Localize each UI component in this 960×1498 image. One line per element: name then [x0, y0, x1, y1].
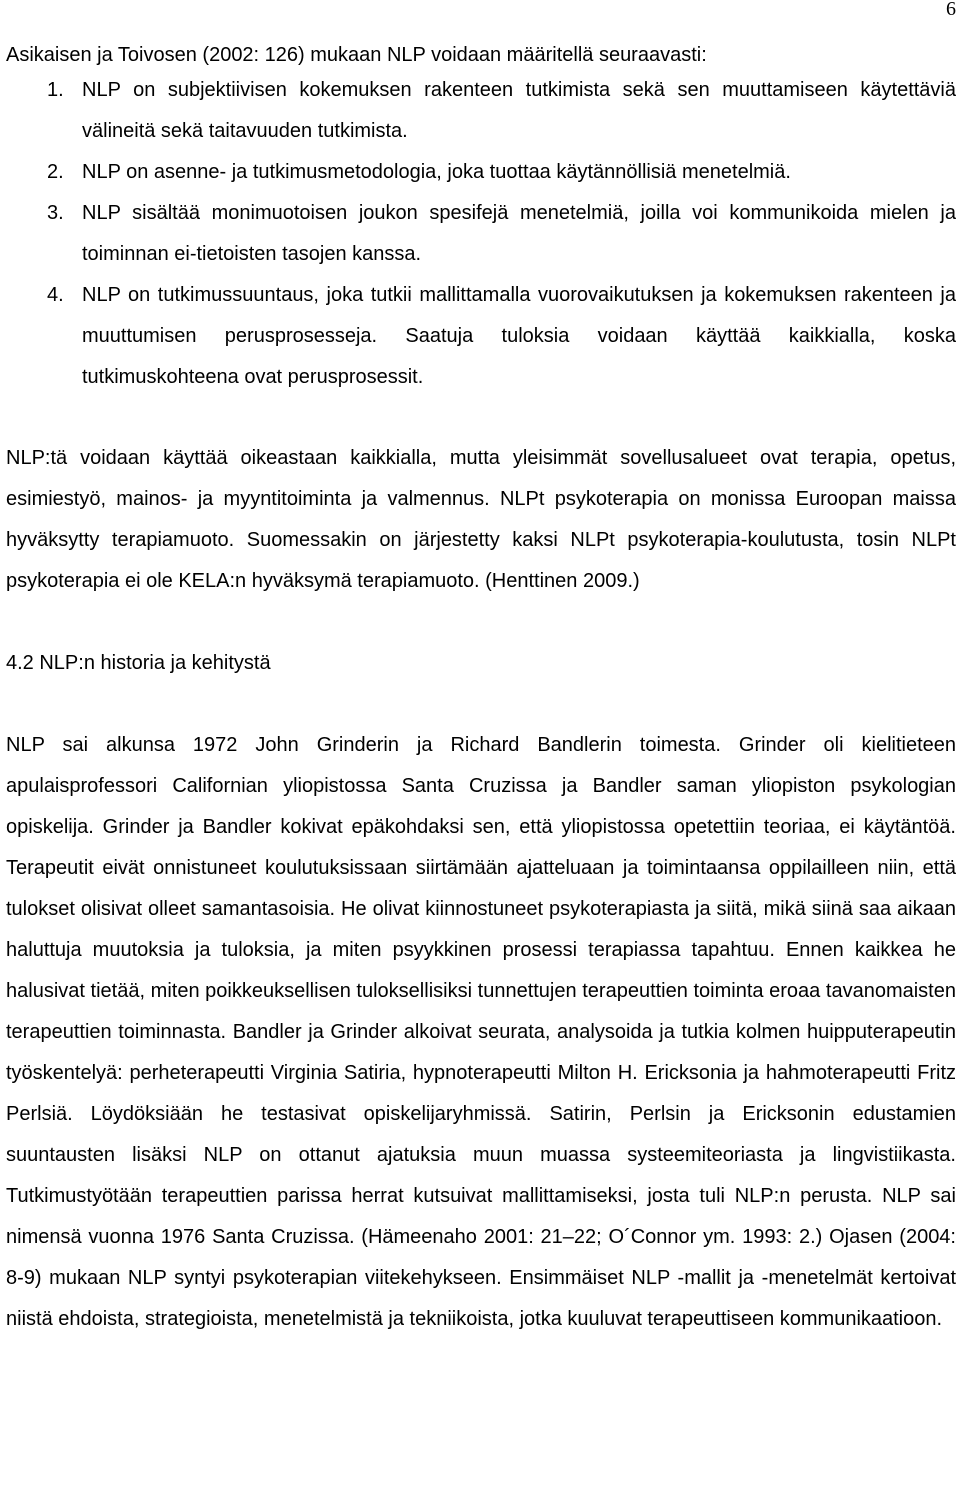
list-item: [47, 152, 956, 193]
document-body: [6, 40, 956, 1340]
list-item: [47, 70, 956, 152]
history-paragraph: NLP sai alkunsa 1972 John Grinderin ja Richard Bandlerin toimesta. Grinder oli kielitieteen apulaisprofessori Californian yliopistossa Santa Cruzissa ja Bandler saman yliopiston psykologian opiskelija. Grinder ja Bandler kokivat epäkohdaksi sen, että yliopistossa opetettiin teoriaa, ei käytäntöä. Terapeutit eivät onnistuneet koulutuksissaan siirtämään ajatteluaan ja toimintaansa oppilailleen niin, että tulokset olisivat olleet samantasoisia. He olivat kiinnostuneet psykoterapiasta ja siitä, mikä siinä saa aikaan haluttuja muutoksia ja tuloksia, ja miten psyykkinen prosessi terapiassa tapahtuu. Ennen kaikkea he halusivat tietää, miten poikkeuksellisen tuloksellisiksi tunnettujen terapeuttien toiminta eroaa tavanomaisten terapeuttien toiminnasta. Bandler ja Grinder alkoivat seurata, analysoida ja tutkia kolmen huipputerapeutin työskentelyä: perheterapeutti Virginia Satiria, hypnoterapeutti Milton H. Ericksonia ja hahmoterapeutti Fritz Perlsiä. Löydöksiään he testasivat opiskelijaryhmissä. Satirin, Perlsin ja Ericksonin edustamien suuntausten lisäksi NLP on ottanut ajatuksia muun muassa systeemiteoriasta ja lingvistiikasta. Tutkimustyötään terapeuttien parissa herrat kutsuivat mallittamiseksi, josta tuli NLP:n perusta. NLP sai nimensä vuonna 1976 Santa Cruzissa. (Hämeenaho 2001: 21–22; O´Connor ym. 1993: 2.) Ojasen (2004: 8-9) mukaan NLP syntyi psykoterapian viitekehykseen. Ensimmäiset NLP -mallit ja -menetelmät kertoivat niistä ehdoista, strategioista, menetelmistä ja tekniikoista, jotka kuuluvat terapeuttiseen kommunikaatioon.: [6, 734, 956, 1330]
list-item-text: NLP on subjektiivisen kokemuksen rakenteen tutkimista sekä sen muuttamiseen käytettäviä välineitä sekä taitavuuden tutkimista.: [82, 79, 956, 142]
list-item: [47, 193, 956, 275]
page-number: 6: [946, 0, 956, 20]
list-item-text: NLP on tutkimussuuntaus, joka tutkii mallittamalla vuorovaikutuksen ja kokemuksen rakenteen ja muuttumisen perusprosesseja. Saatuja tuloksia voidaan käyttää kaikkialla, koska tutkimuskohteena ovat perusprosessit.: [82, 284, 956, 388]
list-item-number: 1.: [47, 79, 64, 101]
section-heading: 4.2 NLP:n historia ja kehitystä: [6, 652, 271, 674]
list-item-number: 4.: [47, 284, 64, 306]
list-item: [47, 275, 956, 398]
list-item-number: 3.: [47, 202, 64, 224]
list-item-text: NLP sisältää monimuotoisen joukon spesifejä menetelmiä, joilla voi kommunikoida mielen ja toiminnan ei-tietoisten tasojen kanssa.: [82, 202, 956, 265]
list-item-text: NLP on asenne- ja tutkimusmetodologia, joka tuottaa käytännöllisiä menetelmiä.: [82, 161, 791, 183]
usage-paragraph: NLP:tä voidaan käyttää oikeastaan kaikkialla, mutta yleisimmät sovellusalueet ovat terapia, opetus, esimiestyö, mainos- ja myyntitoiminta ja valmennus. NLPt psykoterapia on monissa Euroopan maissa hyväksytty terapiamuoto. Suomessakin on järjestetty kaksi NLPt psykoterapia-koulutusta, tosin NLPt psykoterapia ei ole KELA:n hyväksymä terapiamuoto. (Henttinen 2009.): [6, 447, 956, 592]
list-item-number: 2.: [47, 161, 64, 183]
definition-list: [6, 70, 956, 398]
intro-sentence: Asikaisen ja Toivosen (2002: 126) mukaan NLP voidaan määritellä seuraavasti:: [6, 44, 707, 66]
